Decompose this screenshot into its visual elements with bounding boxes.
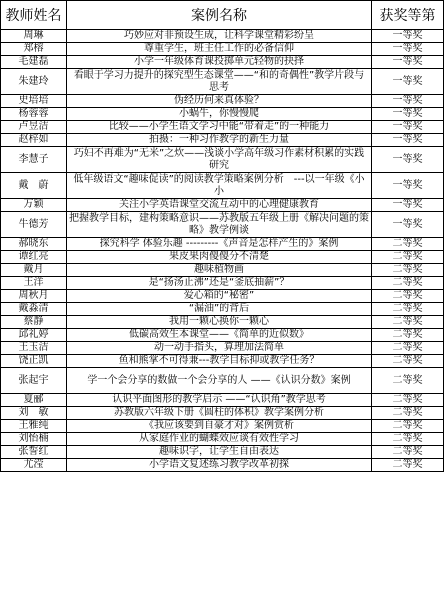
- table-row: [1, 69, 444, 95]
- table-row: [1, 277, 444, 290]
- award-level-cell: 一等奖: [372, 108, 444, 121]
- award-level-cell: 二等奖: [372, 420, 444, 433]
- table-row: [1, 30, 444, 43]
- case-title-cell: 爱心箱的“秘密”: [67, 290, 372, 303]
- award-level-cell: 二等奖: [372, 433, 444, 446]
- award-level-cell: 二等奖: [372, 394, 444, 407]
- case-title-cell: 小蜗牛，你慢慢爬: [67, 108, 372, 121]
- teacher-name-cell: 万颖: [1, 199, 67, 212]
- case-title-cell: 动一动手指头，算理加法简单: [67, 342, 372, 355]
- table-row: [1, 108, 444, 121]
- table-row: [1, 420, 444, 433]
- award-level-cell: 一等奖: [372, 43, 444, 56]
- teacher-name-cell: 赵梓如: [1, 134, 67, 147]
- teacher-name-cell: 刘怡楠: [1, 433, 67, 446]
- table-row: [1, 355, 444, 368]
- teacher-name-cell: 郑榕: [1, 43, 67, 56]
- teacher-name-cell: 杨蓉蓉: [1, 108, 67, 121]
- table-row: [1, 251, 444, 264]
- award-level-cell: 二等奖: [372, 238, 444, 251]
- award-level-cell: 二等奖: [372, 264, 444, 277]
- case-title-cell: “漏油”的背后: [67, 303, 372, 316]
- case-title-cell: 尊重学生，班主任工作的必备信仰: [67, 43, 372, 56]
- table-row: [1, 303, 444, 316]
- table-row: [1, 342, 444, 355]
- award-level-cell: 一等奖: [372, 69, 444, 95]
- case-title-cell: 鱼和熊掌不可得兼---教学目标抑或教学任务？: [67, 355, 372, 368]
- table-row: [1, 407, 444, 420]
- table-row: [1, 212, 444, 238]
- teacher-name-cell: 周秋月: [1, 290, 67, 303]
- teacher-name-cell: 邱礼婷: [1, 329, 67, 342]
- teacher-name-cell: 朱建玲: [1, 69, 67, 95]
- table-row: [1, 446, 444, 459]
- award-level-cell: 二等奖: [372, 277, 444, 290]
- table-row: [1, 238, 444, 251]
- teacher-name-cell: 王玉洁: [1, 342, 67, 355]
- teacher-name-cell: 蔡静: [1, 316, 67, 329]
- teacher-name-cell: 毛建磊: [1, 56, 67, 69]
- table-row: [1, 394, 444, 407]
- award-level-cell: 一等奖: [372, 173, 444, 199]
- table-row: [1, 43, 444, 56]
- table-row: [1, 264, 444, 277]
- case-title-cell: 拍摄：一种习作教学的新生力量: [67, 134, 372, 147]
- teacher-name-cell: 戴 蔚: [1, 173, 67, 199]
- award-level-cell: 二等奖: [372, 446, 444, 459]
- award-level-cell: 一等奖: [372, 56, 444, 69]
- teacher-name-cell: 牛德芳: [1, 212, 67, 238]
- teacher-name-cell: 夏郦: [1, 394, 67, 407]
- teacher-name-cell: 郝晓东: [1, 238, 67, 251]
- award-level-cell: 二等奖: [372, 251, 444, 264]
- case-title-cell: 小学语文复述练习教学改革初探: [67, 459, 372, 472]
- teacher-name-cell: 戴月: [1, 264, 67, 277]
- award-level-cell: 二等奖: [372, 303, 444, 316]
- case-title-cell: 我用一颗心换你一颗心: [67, 316, 372, 329]
- award-level-cell: 二等奖: [372, 368, 444, 394]
- case-title-cell: 果皮果肉傻傻分不清楚: [67, 251, 372, 264]
- award-level-cell: 一等奖: [372, 147, 444, 173]
- case-title-cell: 趣味识字，让学生自由表达: [67, 446, 372, 459]
- table-row: [1, 459, 444, 472]
- table-row: [1, 173, 444, 199]
- header-case: 案例名称: [67, 1, 372, 30]
- table-row: [1, 290, 444, 303]
- case-title-cell: 把握教学目标，建构策略意识——苏教版五年级上册《解决问题的策略》教学例谈: [67, 212, 372, 238]
- case-title-cell: 学一个会分享的数做一个会分享的人 ——《认识分数》案例: [67, 368, 372, 394]
- case-title-cell: 关注小学英语课堂交流互动中的心理健康教育: [67, 199, 372, 212]
- award-level-cell: 二等奖: [372, 316, 444, 329]
- teacher-name-cell: 周琳: [1, 30, 67, 43]
- teacher-name-cell: 谭红亮: [1, 251, 67, 264]
- award-level-cell: 二等奖: [372, 329, 444, 342]
- case-title-cell: 《我应该要到自豪才对》案例赏析: [67, 420, 372, 433]
- case-title-cell: 看眼于学习力提升的探究型生态课堂——“和的奇偶性”教学片段与思考: [67, 69, 372, 95]
- award-level-cell: 二等奖: [372, 355, 444, 368]
- case-title-cell: 小学一年级体育课投掷单元轻物的抉择: [67, 56, 372, 69]
- award-level-cell: 一等奖: [372, 30, 444, 43]
- award-level-cell: 二等奖: [372, 407, 444, 420]
- header-row: [1, 1, 444, 30]
- table-row: [1, 56, 444, 69]
- table-row: [1, 329, 444, 342]
- table-row: [1, 433, 444, 446]
- case-title-cell: 比较——小学生语文学习中能“带着走”的一种能力: [67, 121, 372, 134]
- table-row: [1, 199, 444, 212]
- teacher-name-cell: 饶正凯: [1, 355, 67, 368]
- table-row: [1, 121, 444, 134]
- teacher-name-cell: 王洋: [1, 277, 67, 290]
- award-level-cell: 二等奖: [372, 290, 444, 303]
- case-title-cell: 伪经历何来真体验？: [67, 95, 372, 108]
- case-title-cell: 低年级语文“趣味促读”的阅读教学策略案例分析 ---以一年级《小小: [67, 173, 372, 199]
- award-level-cell: 一等奖: [372, 212, 444, 238]
- table-row: [1, 316, 444, 329]
- teacher-name-cell: 卢昱洁: [1, 121, 67, 134]
- teacher-name-cell: 李慧子: [1, 147, 67, 173]
- teacher-name-cell: 王雅纯: [1, 420, 67, 433]
- award-level-cell: 一等奖: [372, 199, 444, 212]
- case-title-cell: 探究科学 体验乐趣 ---------《声音是怎样产生的》案例: [67, 238, 372, 251]
- teacher-name-cell: 张誓红: [1, 446, 67, 459]
- award-level-cell: 二等奖: [372, 342, 444, 355]
- case-title-cell: 从家庭作业的蝴蝶效应谈有效性学习: [67, 433, 372, 446]
- table-row: [1, 147, 444, 173]
- case-title-cell: 巧妇不再难为“无米”之炊——浅谈小学高年级习作素材积累的实践研究: [67, 147, 372, 173]
- case-title-cell: 是“扬汤止沸”还是“釜底抽薪”？: [67, 277, 372, 290]
- case-title-cell: 趣味植物画: [67, 264, 372, 277]
- header-teacher: 教师姓名: [1, 1, 67, 30]
- teacher-name-cell: 刘 敏: [1, 407, 67, 420]
- table-row: [1, 134, 444, 147]
- table-row: [1, 95, 444, 108]
- case-title-cell: 苏教版六年级下册《圆柱的体积》教学案例分析: [67, 407, 372, 420]
- teacher-name-cell: 尤滢: [1, 459, 67, 472]
- award-level-cell: 一等奖: [372, 121, 444, 134]
- award-level-cell: 一等奖: [372, 134, 444, 147]
- table-row: [1, 368, 444, 394]
- award-level-cell: 二等奖: [372, 459, 444, 472]
- case-title-cell: 巧妙应对非预设生成，让科学课堂精彩纷呈: [67, 30, 372, 43]
- teacher-name-cell: 史培培: [1, 95, 67, 108]
- case-title-cell: 低碳高效生本课堂——《简单的近似数》: [67, 329, 372, 342]
- teacher-name-cell: 戴淼清: [1, 303, 67, 316]
- case-title-cell: 认识平面图形的教学启示 ——“认识角”教学思考: [67, 394, 372, 407]
- teacher-name-cell: 张起宇: [1, 368, 67, 394]
- award-level-cell: 一等奖: [372, 95, 444, 108]
- header-award: 获奖等第: [372, 1, 444, 30]
